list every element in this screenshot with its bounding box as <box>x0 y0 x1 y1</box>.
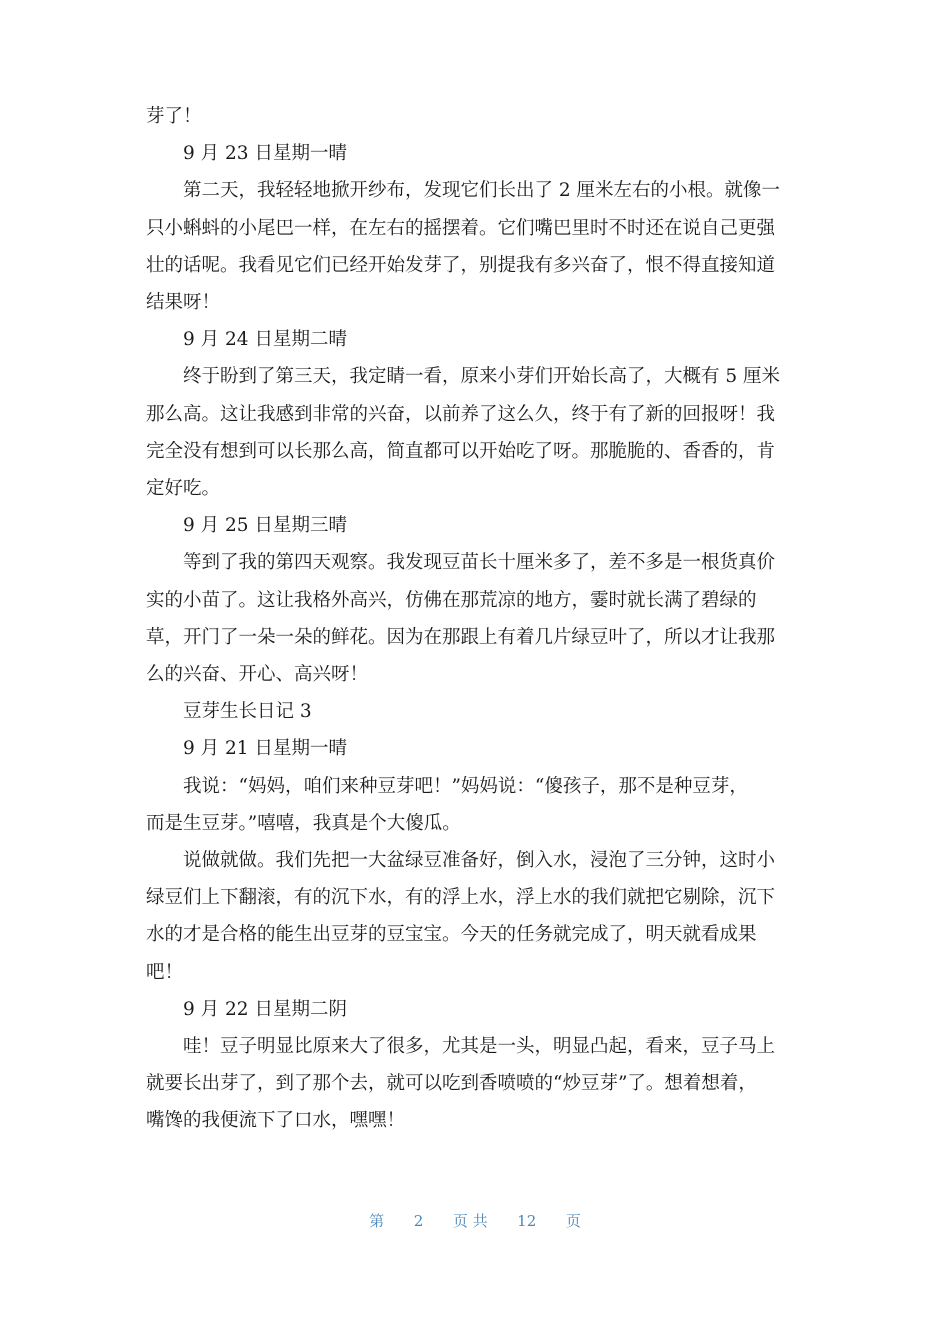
diary-date: 9 月 25 日星期三晴 <box>183 515 347 537</box>
paragraph-line: 壮的话呢。我看见它们已经开始发芽了，别提我有多兴奋了，恨不得直接知道 <box>146 254 776 276</box>
paragraph-line: 说做就做。我们先把一大盆绿豆准备好，倒入水，浸泡了三分钟，这时小 <box>183 850 776 872</box>
paragraph-line: 水的才是合格的能生出豆芽的豆宝宝。今天的任务就完成了，明天就看成果 <box>146 924 757 946</box>
paragraph-line: 就要长出芽了，到了那个去，就可以吃到香喷喷的“炒豆芽”了。想着想着， <box>146 1073 757 1095</box>
paragraph-line: 实的小苗了。这让我格外高兴，仿佛在那荒凉的地方，霎时就长满了碧绿的 <box>146 589 757 611</box>
paragraph-line: 等到了我的第四天观察。我发现豆苗长十厘米多了，差不多是一根货真价 <box>183 552 776 574</box>
paragraph-line: 我说：“妈妈，咱们来种豆芽吧！”妈妈说：“傻孩子，那不是种豆芽， <box>183 775 748 797</box>
paragraph-line: 第二天，我轻轻地掀开纱布，发现它们长出了 2 厘米左右的小根。就像一 <box>183 180 781 202</box>
paragraph-line: 完全没有想到可以长那么高，简直都可以开始吃了呀。那脆脆的、香香的，肯 <box>146 440 776 462</box>
paragraph-line: 只小蝌蚪的小尾巴一样，在左右的摇摆着。它们嘴巴里时不时还在说自己更强 <box>146 217 776 239</box>
paragraph <box>146 544 798 693</box>
paragraph-line: 而是生豆芽。”嘻嘻，我真是个大傻瓜。 <box>146 812 461 834</box>
paragraph <box>146 172 798 321</box>
paragraph-line: 么的兴奋、开心、高兴呀！ <box>146 664 369 686</box>
footer-label-ye: 页 <box>565 1212 581 1230</box>
paragraph-line: 那么高。这让我感到非常的兴奋，以前养了这么久，终于有了新的回报呀！我 <box>146 403 776 425</box>
paragraph-line: 吧！ <box>146 961 184 983</box>
paragraph <box>146 768 798 842</box>
paragraph-line: 草，开门了一朵一朵的鲜花。因为在那跟上有着几片绿豆叶了，所以才让我那 <box>146 626 776 648</box>
footer-current-page: 2 <box>413 1212 424 1230</box>
paragraph-line: 哇！豆子明显比原来大了很多，尤其是一头，明显凸起，看来，豆子马上 <box>183 1036 776 1058</box>
text-line: 芽了！ <box>146 106 202 127</box>
footer-label-di: 第 <box>369 1212 385 1230</box>
diary-date: 9 月 24 日星期二晴 <box>183 329 347 351</box>
footer-label-ye-gong: 页 共 <box>452 1212 488 1230</box>
paragraph-line: 结果呀！ <box>146 292 221 314</box>
paragraph <box>146 842 798 991</box>
paragraph-line: 定好吃。 <box>146 478 221 500</box>
paragraph-line: 嘴馋的我便流下了口水，嘿嘿！ <box>146 1110 406 1132</box>
paragraph <box>146 1028 798 1140</box>
paragraph-line: 终于盼到了第三天，我定睛一看，原来小芽们开始长高了，大概有 5 厘米 <box>183 366 781 388</box>
page-footer <box>0 1210 950 1231</box>
section-heading: 豆芽生长日记 3 <box>183 701 312 723</box>
diary-date: 9 月 23 日星期一晴 <box>183 143 347 165</box>
diary-date: 9 月 22 日星期二阴 <box>183 998 347 1020</box>
paragraph-line: 绿豆们上下翻滚，有的沉下水，有的浮上水，浮上水的我们就把它剔除，沉下 <box>146 887 776 909</box>
footer-total-pages: 12 <box>517 1212 537 1230</box>
document-body <box>146 98 798 1140</box>
paragraph <box>146 358 798 507</box>
diary-date: 9 月 21 日星期一晴 <box>183 738 347 760</box>
